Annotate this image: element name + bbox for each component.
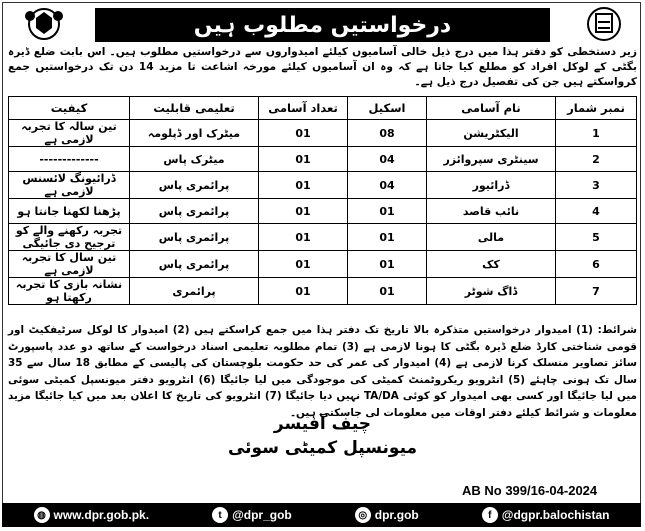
website-text: www.dpr.gob.pk.	[53, 508, 150, 522]
cell-count: 01	[259, 224, 348, 251]
footer-bar	[2, 503, 641, 527]
facebook-icon: f	[482, 507, 498, 523]
col-header-post: نام آسامی	[427, 97, 556, 120]
cell-count: 01	[259, 172, 348, 199]
cell-serial: 5	[556, 224, 637, 251]
cell-scale: 04	[348, 172, 427, 199]
instagram-handle: dpr.gob	[374, 508, 419, 522]
cell-qualification: پرائمری	[130, 278, 259, 305]
cell-count: 01	[259, 147, 348, 172]
col-header-count: تعداد آسامی	[259, 97, 348, 120]
cell-qualification: میٹرک اور ڈپلومہ	[130, 120, 259, 147]
cell-qualification: میٹرک پاس	[130, 147, 259, 172]
cell-serial: 3	[556, 172, 637, 199]
footer-twitter[interactable]	[212, 507, 292, 523]
cell-serial: 7	[556, 278, 637, 305]
reference-number: AB No 399/16-04-2024	[462, 483, 598, 498]
table-row	[9, 278, 637, 305]
footer-facebook[interactable]	[482, 507, 610, 523]
cell-qualification: پرائمری پاس	[130, 224, 259, 251]
intro-paragraph: زیر دستخطی کو دفتر ہذا میں درج ذیل خالی آسامیوں کیلئے امیدواروں سے درخواستیں مطلوب ہیں۔ اس بابت ضلع ڈیرہ بگٹی کے لوکل افراد کو مطلع کیا جاتا ہے کہ وہ ان آسامیوں کیلئے مورخہ اشاعت تا مزید 14 دن تک درخواستیں جمع کرواسکتے ہیں جن کی تفصیل درج ذیل ہے۔	[8, 46, 637, 88]
cell-count: 01	[259, 278, 348, 305]
cell-scale: 01	[348, 278, 427, 305]
table-row	[9, 199, 637, 224]
cell-post: ڈرائیور	[427, 172, 556, 199]
cell-post: کک	[427, 251, 556, 278]
globe-icon: ◍	[34, 507, 50, 523]
table-row	[9, 120, 637, 147]
instagram-icon: ◎	[355, 507, 371, 523]
cell-count: 01	[259, 251, 348, 278]
cell-serial: 1	[556, 120, 637, 147]
cell-remarks: تین سالہ کا تجربہ لازمی ہے	[9, 120, 130, 147]
cell-post: ڈاگ شوٹر	[427, 278, 556, 305]
cell-remarks: ڈرائیونگ لائسنس لازمی ہے	[9, 172, 130, 199]
signatory-office: میونسپل کمیٹی سوئی	[227, 438, 418, 458]
col-header-scale: اسکیل	[348, 97, 427, 120]
cell-qualification: پرائمری پاس	[130, 199, 259, 224]
cell-qualification: پرائمری پاس	[130, 172, 259, 199]
cell-remarks: پڑھنا لکھنا جانتا ہو	[9, 199, 130, 224]
footer-website[interactable]	[34, 507, 150, 523]
cell-remarks: -------------	[9, 147, 130, 172]
table-row	[9, 251, 637, 278]
twitter-icon: t	[212, 507, 228, 523]
table-row	[9, 147, 637, 172]
footer-instagram[interactable]	[355, 507, 419, 523]
cell-count: 01	[259, 120, 348, 147]
cell-scale: 01	[348, 251, 427, 278]
vacancy-table	[8, 96, 637, 305]
col-header-qualification: تعلیمی قابلیت	[130, 97, 259, 120]
municipal-committee-logo-right	[574, 4, 634, 44]
cell-post: مالی	[427, 224, 556, 251]
table-header-row	[9, 97, 637, 120]
cell-serial: 2	[556, 147, 637, 172]
page-title: درخواستیں مطلوب ہیں	[95, 8, 550, 42]
cell-remarks: تجربہ رکھنے والے کو ترجیح دی جائیگی	[9, 224, 130, 251]
cell-scale: 08	[348, 120, 427, 147]
twitter-handle: @dpr_gob	[232, 508, 292, 522]
cell-serial: 4	[556, 199, 637, 224]
col-header-remarks: کیفیت	[9, 97, 130, 120]
facebook-handle: @dgpr.balochistan	[501, 508, 610, 522]
cell-post: سینٹری سپروائزر	[427, 147, 556, 172]
cell-serial: 6	[556, 251, 637, 278]
gov-emblem-logo-left	[14, 4, 74, 44]
cell-qualification: پرائمری پاس	[130, 251, 259, 278]
cell-post: الیکٹریشن	[427, 120, 556, 147]
cell-remarks: تین سال کا تجربہ لازمی ہے	[9, 251, 130, 278]
col-header-serial: نمبر شمار	[556, 97, 637, 120]
terms-and-conditions: شرائط: (1) امیدوار درخواستیں متذکرہ بالا تاریخ تک دفتر ہذا میں جمع کراسکتے ہیں (2) امیدوار کا لوکل سرٹیفکیٹ اور قومی شناختی کارڈ ضلع ڈیرہ بگٹی کا ہونا لازمی ہے (3) تمام مطلوبہ تعلیمی اسناد درخواست کے ساتھ دو عدد پاسپورٹ سائز تصاویر منسلک کرنا لازمی ہے (4) امیدوار کی عمر کی حد حکومت بلوچستان کی پالیسی کے مطابق 18 سال سے 35 سال تک ہونی چاہئے (5) انٹرویو ریکروٹمنٹ کمیٹی کی موجودگی میں لیا جائیگا (6) انٹرویو دفتر میونسپل کمیٹی سوئی میں لیا جائیگا اور کسی بھی امیدوار کو کوئی TA/DA نہیں دیا جائیگا (7) انٹرویو کی تاریخ کا اعلان بعد میں کیا جائیگا مزید معلومات و شرائط کیلئے دفتر اوقات میں معلومات لی جاسکتی ہیں۔	[8, 324, 638, 419]
signature-block	[0, 412, 645, 460]
cell-scale: 01	[348, 199, 427, 224]
cell-remarks: نشانہ بازی کا تجربہ رکھتا ہو	[9, 278, 130, 305]
cell-post: نائب قاصد	[427, 199, 556, 224]
table-row	[9, 224, 637, 251]
cell-scale: 01	[348, 224, 427, 251]
signatory-title: چیف آفیسر	[273, 414, 372, 434]
cell-count: 01	[259, 199, 348, 224]
cell-scale: 04	[348, 147, 427, 172]
table-row	[9, 172, 637, 199]
